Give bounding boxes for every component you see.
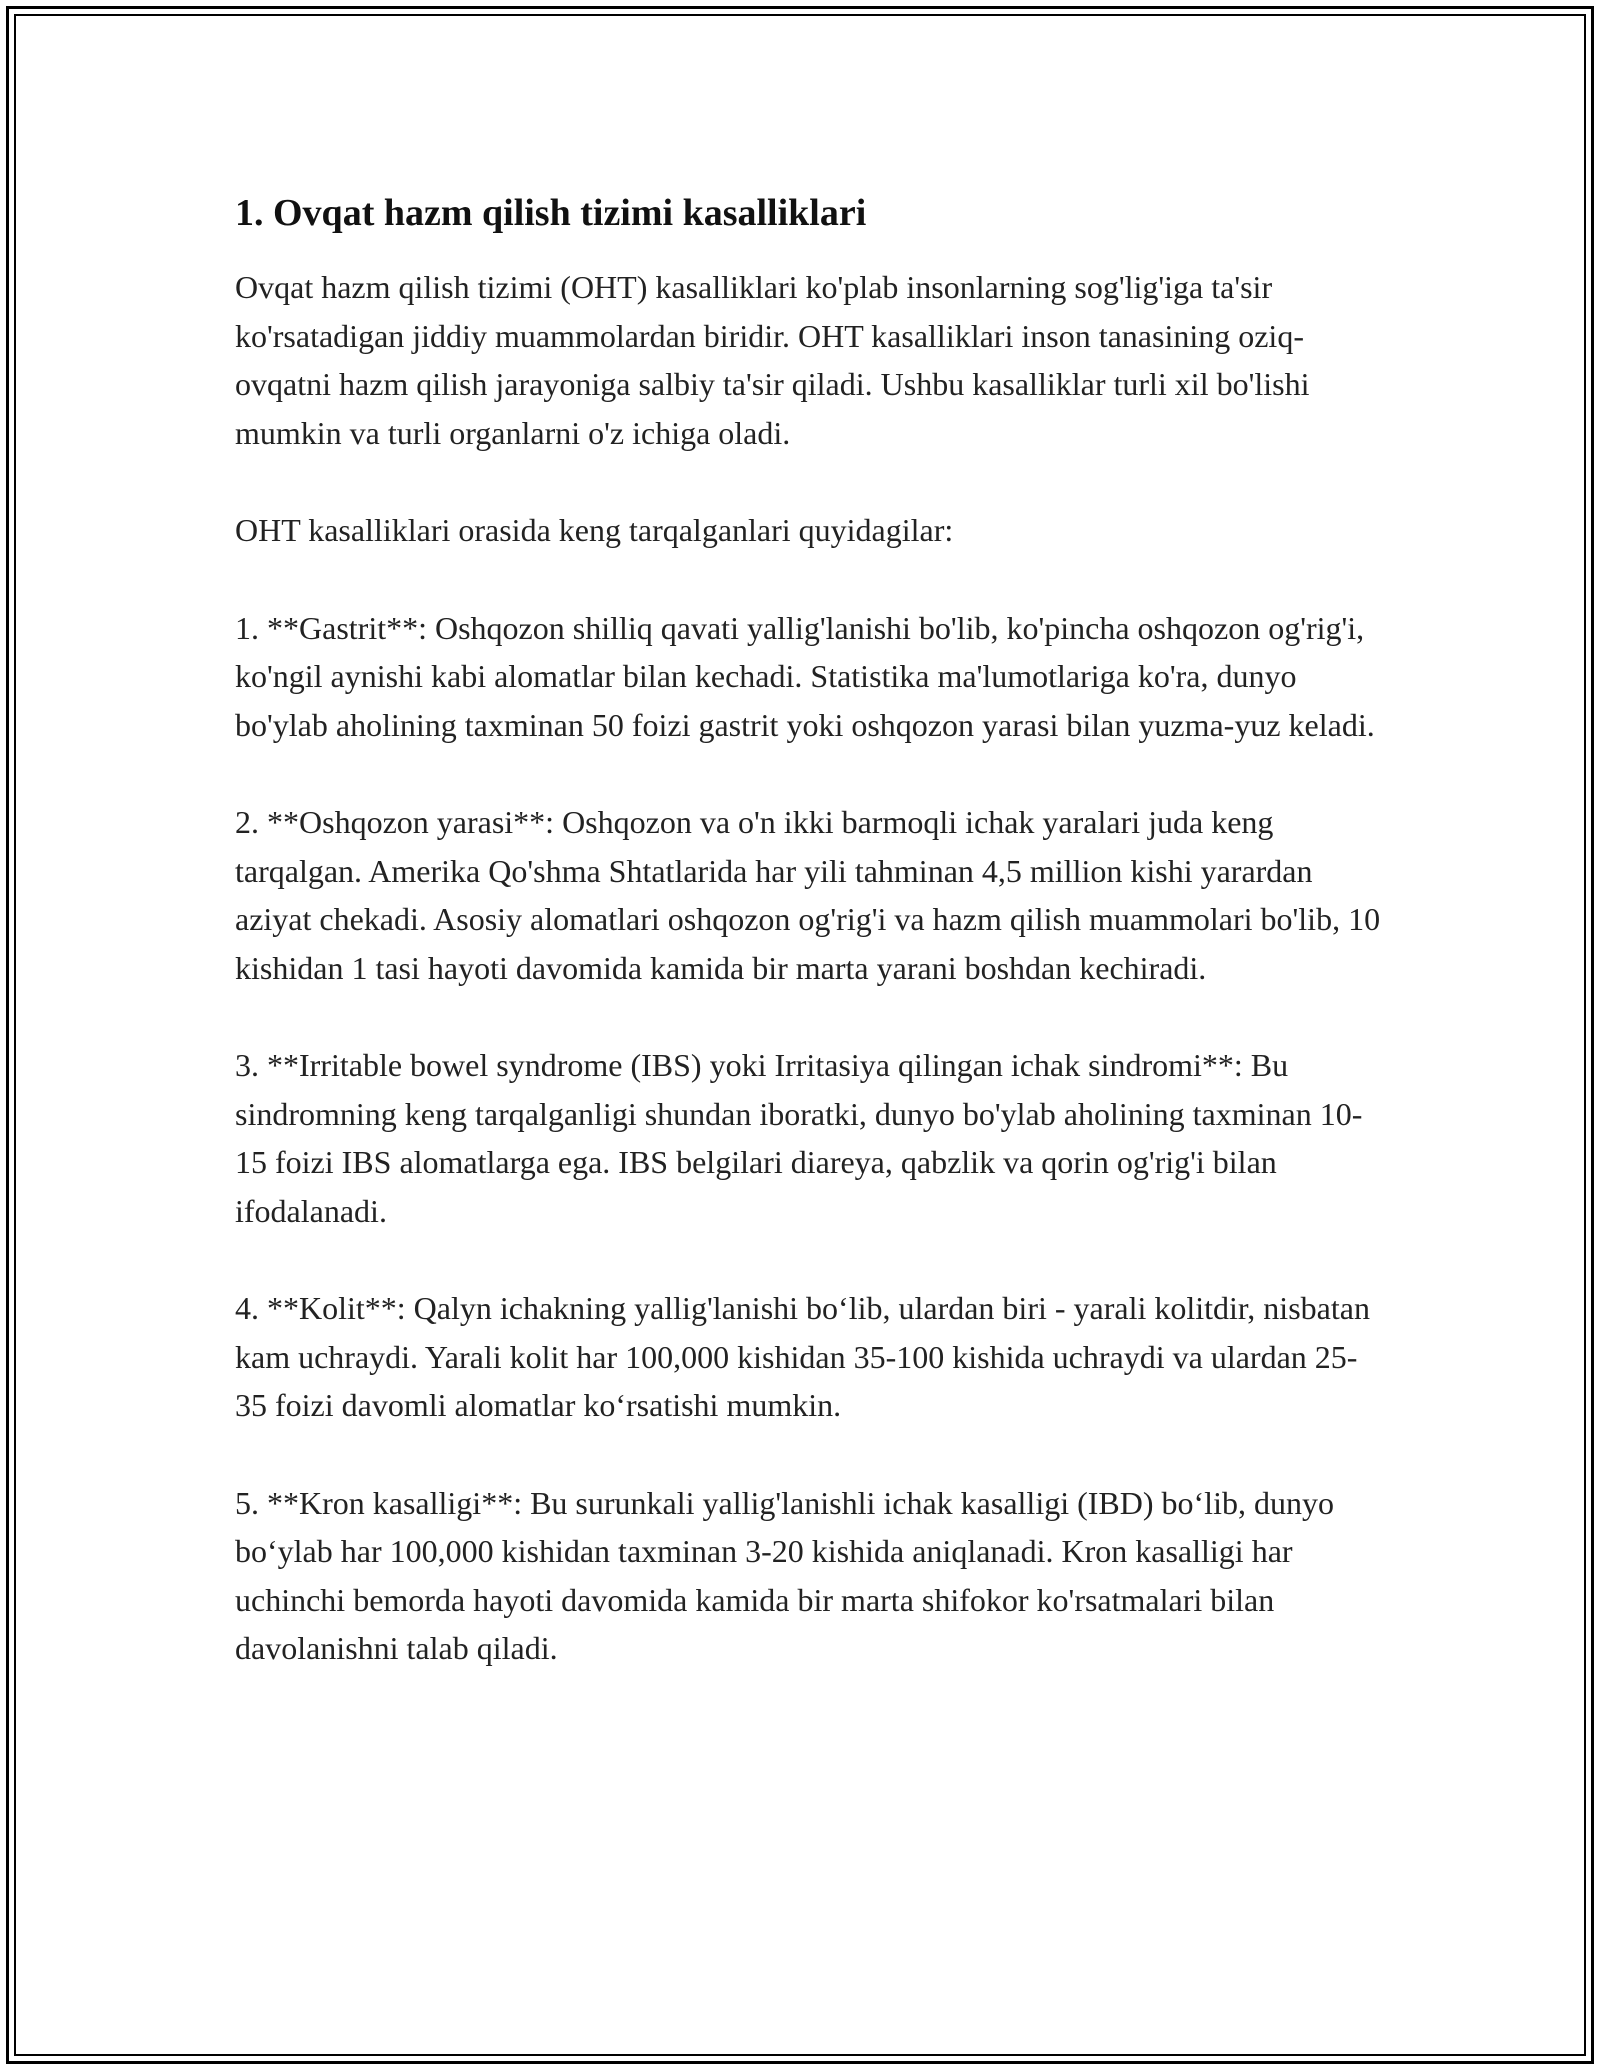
list-item-gastrit: 1. **Gastrit**: Oshqozon shilliq qavati yallig'lanishi bo'lib, ko'pincha oshqozon og'rig'i, ko'ngil aynishi kabi alomatlar bilan kechadi. Statistika ma'lumotlariga ko'ra, dunyo bo'ylab aholining taxminan 50 foizi gastrit yoki oshqozon yarasi bilan yuzma-yuz keladi. <box>235 609 1375 743</box>
list-intro-paragraph: OHT kasalliklari orasida keng tarqalganlari quyidagilar: <box>235 512 954 548</box>
intro-paragraph: Ovqat hazm qilish tizimi (OHT) kasalliklari ko'plab insonlarning sog'lig'iga ta'sir ko'rsatadigan jiddiy muammolardan biridir. OHT kasalliklari inson tanasining oziq-ovqatni hazm qilish jarayoniga salbiy ta'sir qiladi. Ushbu kasalliklar turli xil bo'lishi mumkin va turli organlarni o'z ichiga oladi. <box>235 269 1310 451</box>
list-item-kron-kasalligi: 5. **Kron kasalligi**: Bu surunkali yallig'lanishli ichak kasalligi (IBD) bo‘lib, dunyo bo‘ylab har 100,000 kishidan taxminan 3-20 kishida aniqlanadi. Kron kasalligi har uchinchi bemorda hayoti davomida kamida bir marta shifokor ko'rsatmalari bilan davolanishni talab qiladi. <box>235 1484 1334 1666</box>
document-body <box>235 183 1385 1722</box>
section-heading: 1. Ovqat hazm qilish tizimi kasalliklari <box>235 192 867 234</box>
list-item-ibs: 3. **Irritable bowel syndrome (IBS) yoki Irritasiya qilingan ichak sindromi**: Bu sindromning keng tarqalganligi shundan iboratki, dunyo bo'ylab aholining taxminan 10-15 foizi IBS alomatlarga ega. IBS belgilari diareya, qabzlik va qorin og'rig'i bilan ifodalanadi. <box>235 1047 1363 1229</box>
list-item-kolit: 4. **Kolit**: Qalyn ichakning yallig'lanishi bo‘lib, ulardan biri - yarali kolitdir, nisbatan kam uchraydi. Yarali kolit har 100,000 kishidan 35-100 kishida uchraydi va ulardan 25-35 foizi davomli alomatlar ko‘rsatishi mumkin. <box>235 1290 1370 1423</box>
list-item-oshqozon-yarasi: 2. **Oshqozon yarasi**: Oshqozon va o'n ikki barmoqli ichak yaralari juda keng tarqalgan. Amerika Qo'shma Shtatlarida har yili tahminan 4,5 million kishi yarardan aziyat chekadi. Asosiy alomatlari oshqozon og'rig'i va hazm qilish muammolari bo'lib, 10 kishidan 1 tasi hayoti davomida kamida bir marta yarani boshdan kechiradi. <box>235 804 1381 986</box>
